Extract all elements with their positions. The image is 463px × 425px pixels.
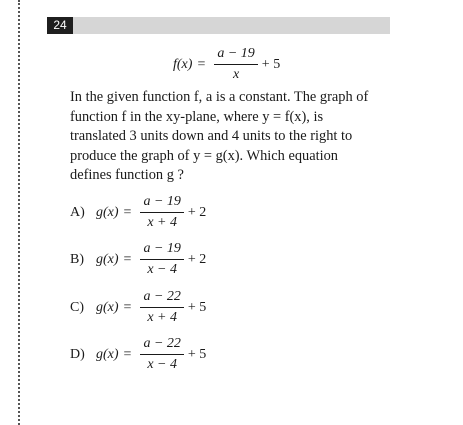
choice-denominator: x + 4 xyxy=(147,310,178,325)
choice-c[interactable] xyxy=(70,290,206,325)
given-tail: + 5 xyxy=(261,56,281,72)
choice-equals: = xyxy=(123,204,132,220)
choice-denominator: x − 4 xyxy=(147,262,178,277)
choice-numerator: a − 22 xyxy=(140,337,183,355)
choice-letter: D) xyxy=(70,346,85,362)
choice-letter: B) xyxy=(70,251,84,267)
given-numerator: a − 19 xyxy=(214,47,257,65)
choice-b[interactable] xyxy=(70,242,206,277)
choice-numerator: a − 19 xyxy=(140,242,183,260)
choice-numerator: a − 19 xyxy=(140,195,183,213)
choice-lhs: g(x) xyxy=(96,251,119,267)
choice-fraction xyxy=(140,195,183,230)
question-stem: In the given function f, a is a constant. The graph of function f in the xy-plane, where y = f(x), is translated 3 units down and 4 units to the right to produce the graph of y = g(x). Which equation defines function g ? xyxy=(70,89,369,184)
given-fraction xyxy=(214,47,257,82)
choice-lhs: g(x) xyxy=(96,204,119,220)
given-equals: = xyxy=(197,56,206,72)
choice-letter: C) xyxy=(70,299,84,315)
given-function xyxy=(173,47,280,82)
question-header-bar xyxy=(47,17,390,34)
choice-lhs: g(x) xyxy=(96,346,119,362)
choice-tail: + 5 xyxy=(187,346,207,362)
choice-fraction xyxy=(140,242,183,277)
choice-tail: + 2 xyxy=(187,251,207,267)
given-denominator: x xyxy=(232,67,240,82)
question-number: 24 xyxy=(47,17,73,34)
choice-equals: = xyxy=(123,346,132,362)
choice-fraction xyxy=(140,290,183,325)
margin-dotted-rule xyxy=(18,0,20,425)
choice-letter: A) xyxy=(70,204,85,220)
given-lhs: f(x) xyxy=(173,56,193,72)
choice-a[interactable] xyxy=(70,195,206,230)
choice-equals: = xyxy=(123,251,132,267)
choice-denominator: x − 4 xyxy=(147,357,178,372)
choice-fraction xyxy=(140,337,183,372)
choice-numerator: a − 22 xyxy=(140,290,183,308)
choice-tail: + 2 xyxy=(187,204,207,220)
choice-denominator: x + 4 xyxy=(147,215,178,230)
choice-tail: + 5 xyxy=(187,299,207,315)
choice-d[interactable] xyxy=(70,337,206,372)
choice-equals: = xyxy=(123,299,132,315)
choice-lhs: g(x) xyxy=(96,299,119,315)
